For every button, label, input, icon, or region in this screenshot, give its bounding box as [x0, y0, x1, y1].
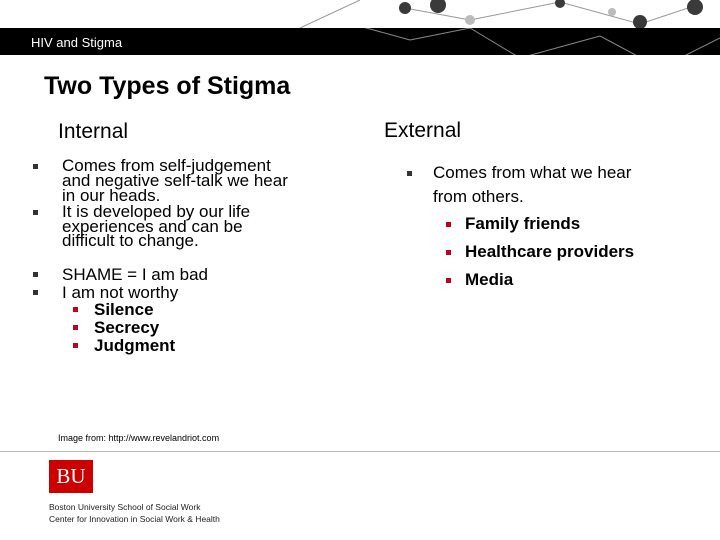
external-sub-item: Media: [465, 270, 514, 289]
internal-line: experiences and can be: [62, 217, 243, 236]
internal-line: Comes from self-judgement: [62, 156, 271, 175]
sub-bullet-icon: [446, 222, 451, 227]
header-bar: [0, 28, 720, 55]
image-credit: Image from: http://www.revelandriot.com: [58, 433, 220, 443]
external-line: from others.: [433, 187, 524, 206]
sub-bullet-icon: [446, 250, 451, 255]
bullet-icon: [33, 210, 38, 215]
bullet-icon: [407, 171, 412, 176]
internal-line: I am not worthy: [62, 283, 179, 302]
internal-line: SHAME = I am bad: [62, 265, 208, 284]
bu-logo: BU: [49, 460, 93, 493]
sub-bullet-icon: [73, 307, 78, 312]
external-line: Comes from what we hear: [433, 163, 632, 182]
external-sub-item: Family friends: [465, 214, 581, 233]
bullet-icon: [33, 272, 38, 277]
internal-sub-item: Judgment: [94, 336, 176, 355]
molecule-top-graphic: [0, 0, 720, 28]
footer-center-name: Center for Innovation in Social Work & Health: [49, 514, 220, 524]
footer-school-name: Boston University School of Social Work: [49, 502, 201, 512]
header-title: HIV and Stigma: [31, 35, 123, 50]
internal-line: difficult to change.: [62, 231, 199, 250]
internal-sub-item: Silence: [94, 300, 154, 319]
internal-line: and negative self-talk we hear: [62, 171, 288, 190]
internal-line: It is developed by our life: [62, 202, 251, 221]
bullet-icon: [33, 290, 38, 295]
sub-bullet-icon: [73, 343, 78, 348]
external-sub-item: Healthcare providers: [465, 242, 635, 261]
internal-heading: Internal: [58, 120, 129, 143]
sub-bullet-icon: [446, 278, 451, 283]
bullet-icon: [33, 164, 38, 169]
slide-title: Two Types of Stigma: [44, 72, 291, 100]
sub-bullet-icon: [73, 325, 78, 330]
external-heading: External: [384, 119, 462, 142]
internal-sub-item: Secrecy: [94, 318, 160, 337]
footer-divider: [0, 451, 720, 452]
internal-line: in our heads.: [62, 186, 161, 205]
